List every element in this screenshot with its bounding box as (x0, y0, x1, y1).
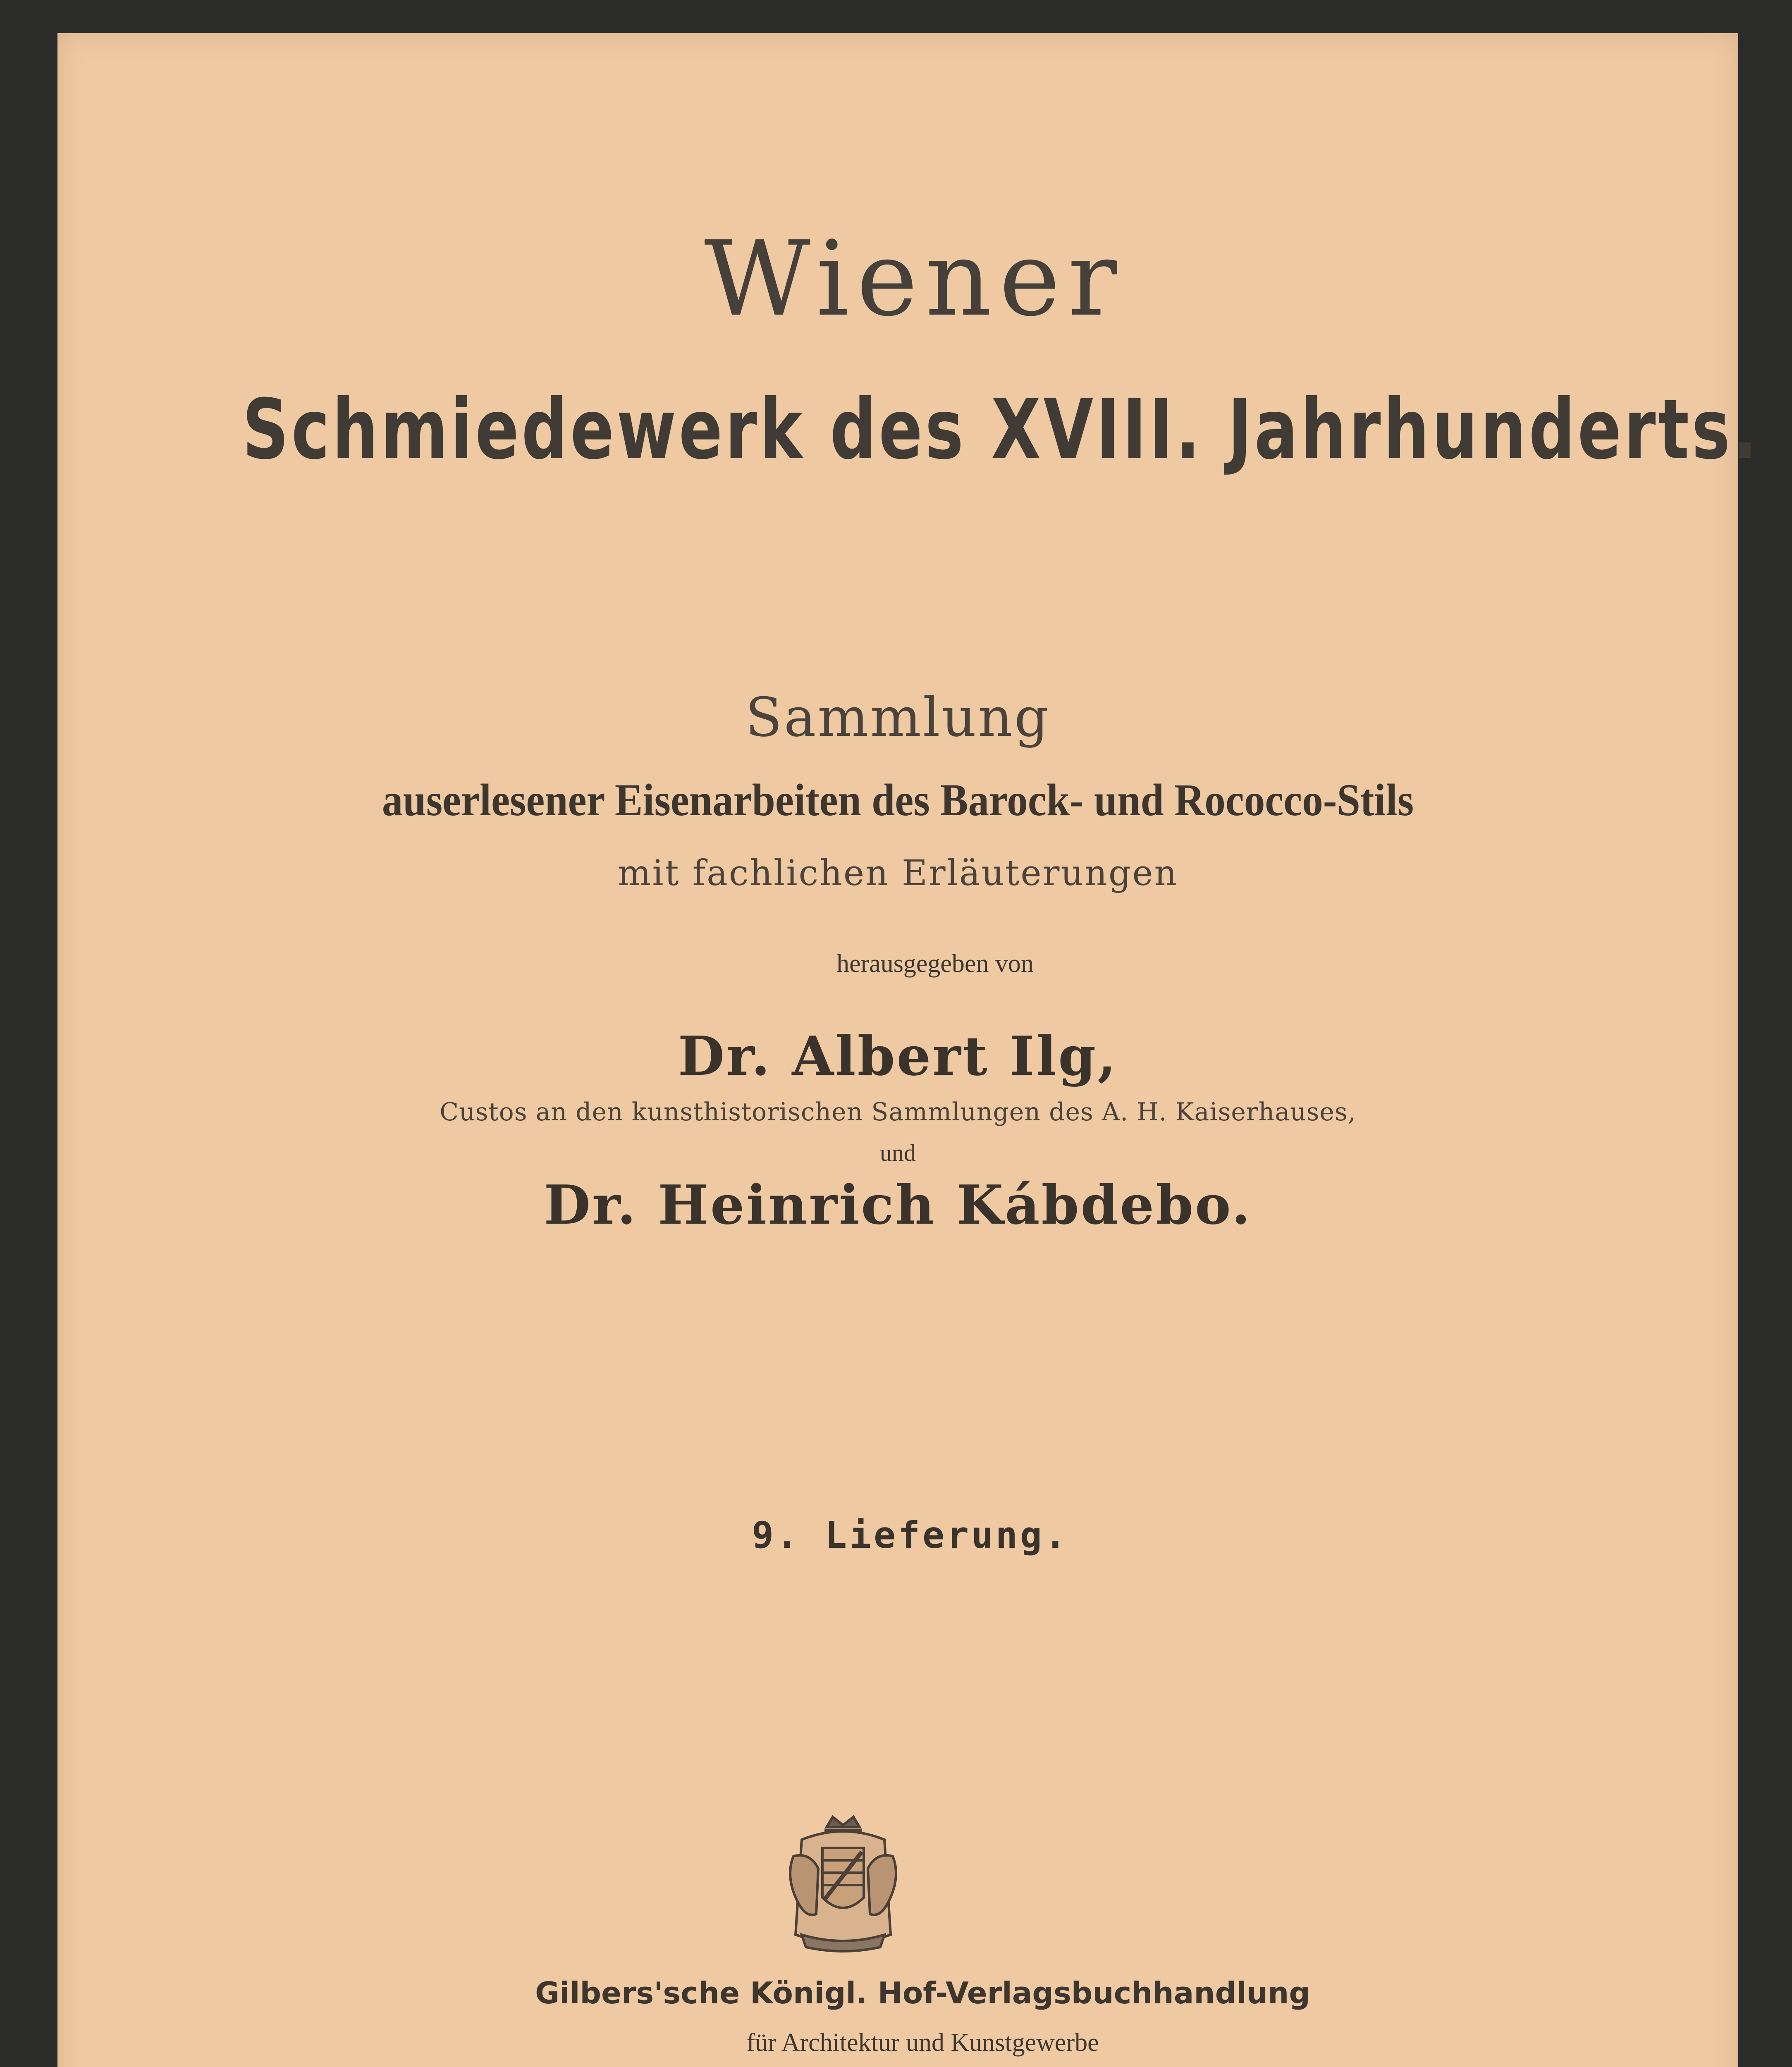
author-1-name: Dr. Albert Ilg, (678, 1024, 1118, 1088)
title-subtitle: Schmiedewerk des XVIII. Jahrhunderts. (242, 382, 1760, 478)
royal-coat-of-arms-icon (777, 1811, 909, 1960)
issue-number: 9. Lieferung. (752, 1514, 1069, 1556)
editors-intro: herausgegeben von (836, 950, 1034, 978)
author-2-name: Dr. Heinrich Kábdebo. (544, 1173, 1252, 1236)
description-line-1: auserlesener Eisenarbeiten des Barock- und Rococco-Stils (382, 775, 1414, 825)
description-line-2: mit fachlichen Erläuterungen (617, 853, 1178, 894)
editors-conjunction: und (880, 1139, 916, 1166)
publisher-name: Gilbers'sche Königl. Hof-Verlagsbuchhandlung (535, 1976, 1310, 2010)
publisher-field: für Architektur und Kunstgewerbe (746, 2029, 1099, 2057)
title-main: Wiener (704, 219, 1125, 339)
author-1-title: Custos an den kunsthistorischen Sammlungen des A. H. Kaiserhauses, (440, 1098, 1356, 1127)
description-heading: Sammlung (745, 686, 1051, 749)
title-page (57, 33, 1760, 2067)
